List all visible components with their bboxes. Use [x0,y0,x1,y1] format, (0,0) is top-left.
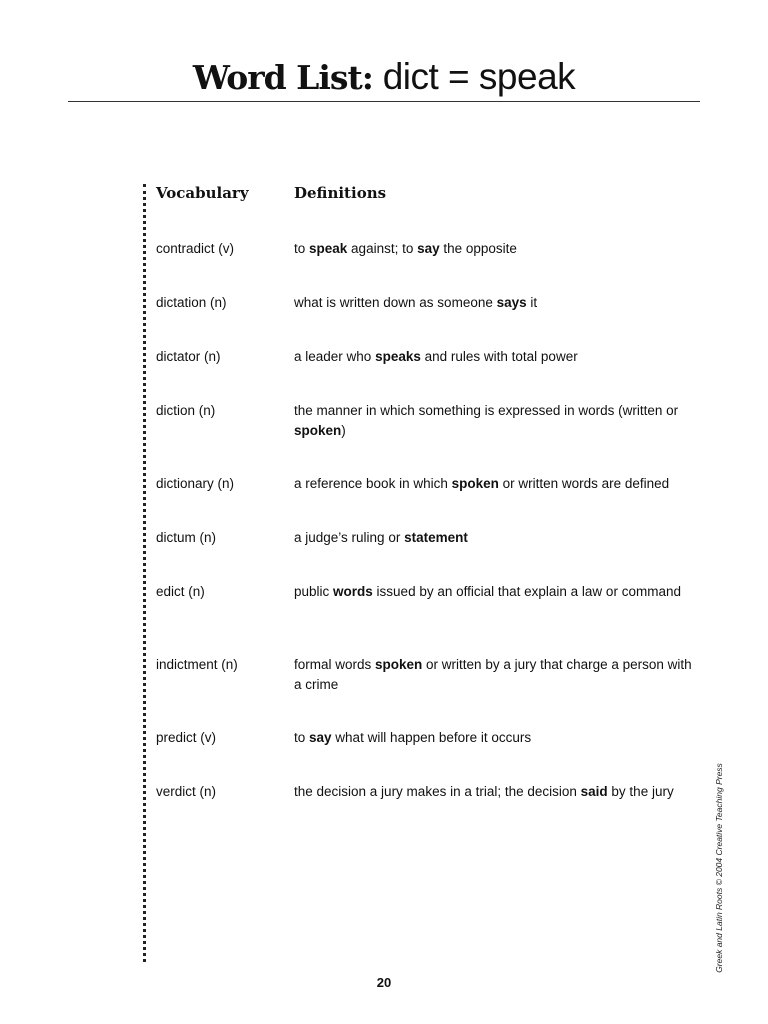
root-meaning-word: statement [404,530,468,545]
title-divider [68,101,700,102]
definition-segment: by the jury [607,784,674,799]
definition-text [294,655,694,695]
root-meaning-word: spoken [294,423,342,438]
root-meaning-word: spoken [375,657,423,672]
definition-segment: what is written down as someone [294,295,497,310]
vocabulary-term: contradict (v) [156,241,235,256]
definitions-header: Definitions [294,184,387,202]
definition-segment: the manner in which something is expressed in words (written or [294,403,679,418]
definition-text [294,293,694,313]
definition-text [294,474,694,494]
root-meaning-word: said [580,784,608,799]
vocabulary-term: dictum (n) [156,530,217,545]
root-meaning-word: speaks [375,349,421,364]
vocabulary-header: Vocabulary [156,184,249,202]
definition-segment: or written by a jury that charge a person with a crime [294,657,692,692]
definition-segment: a reference book in which [294,476,452,491]
definition-text [294,728,694,748]
definition-segment: against; to [347,241,418,256]
copyright-note: Greek and Latin Roots © 2004 Creative Teaching Press [714,763,724,973]
root-meaning-word: say [309,730,332,745]
definition-segment: the decision a jury makes in a trial; the decision [294,784,581,799]
root-meaning-word: say [417,241,440,256]
vocabulary-term: predict (v) [156,730,217,745]
definition-segment: or written words are defined [498,476,670,491]
dotted-margin-rule [143,184,146,962]
definition-segment: issued by an official that explain a law or command [372,584,681,599]
vocabulary-term: verdict (n) [156,784,217,799]
definition-segment: public [294,584,334,599]
page-title-bold: Word List: [192,58,373,97]
page-title-root: dict = speak [382,56,576,97]
definition-text [294,347,694,367]
definition-text [294,239,694,259]
definition-segment: to [294,730,310,745]
definition-segment: ) [341,423,346,438]
vocabulary-term: dictation (n) [156,295,227,310]
definition-segment: to [294,241,310,256]
definition-segment: a leader who [294,349,376,364]
page-title [0,52,768,103]
definition-segment: it [526,295,538,310]
definition-text [294,582,694,602]
root-meaning-word: words [333,584,373,599]
definition-segment: and rules with total power [420,349,578,364]
vocabulary-term: indictment (n) [156,657,238,672]
root-meaning-word: speak [309,241,348,256]
definition-segment: formal words [294,657,376,672]
definition-segment: what will happen before it occurs [331,730,532,745]
vocabulary-term: diction (n) [156,403,216,418]
vocabulary-term: edict (n) [156,584,205,599]
root-meaning-word: says [496,295,527,310]
definition-text [294,528,694,548]
vocabulary-term: dictionary (n) [156,476,235,491]
vocabulary-term: dictator (n) [156,349,221,364]
definition-text [294,782,694,802]
definition-segment: a judge’s ruling or [294,530,405,545]
definition-segment: the opposite [439,241,517,256]
root-meaning-word: spoken [451,476,499,491]
page-number: 20 [376,975,392,990]
definition-text [294,401,694,441]
